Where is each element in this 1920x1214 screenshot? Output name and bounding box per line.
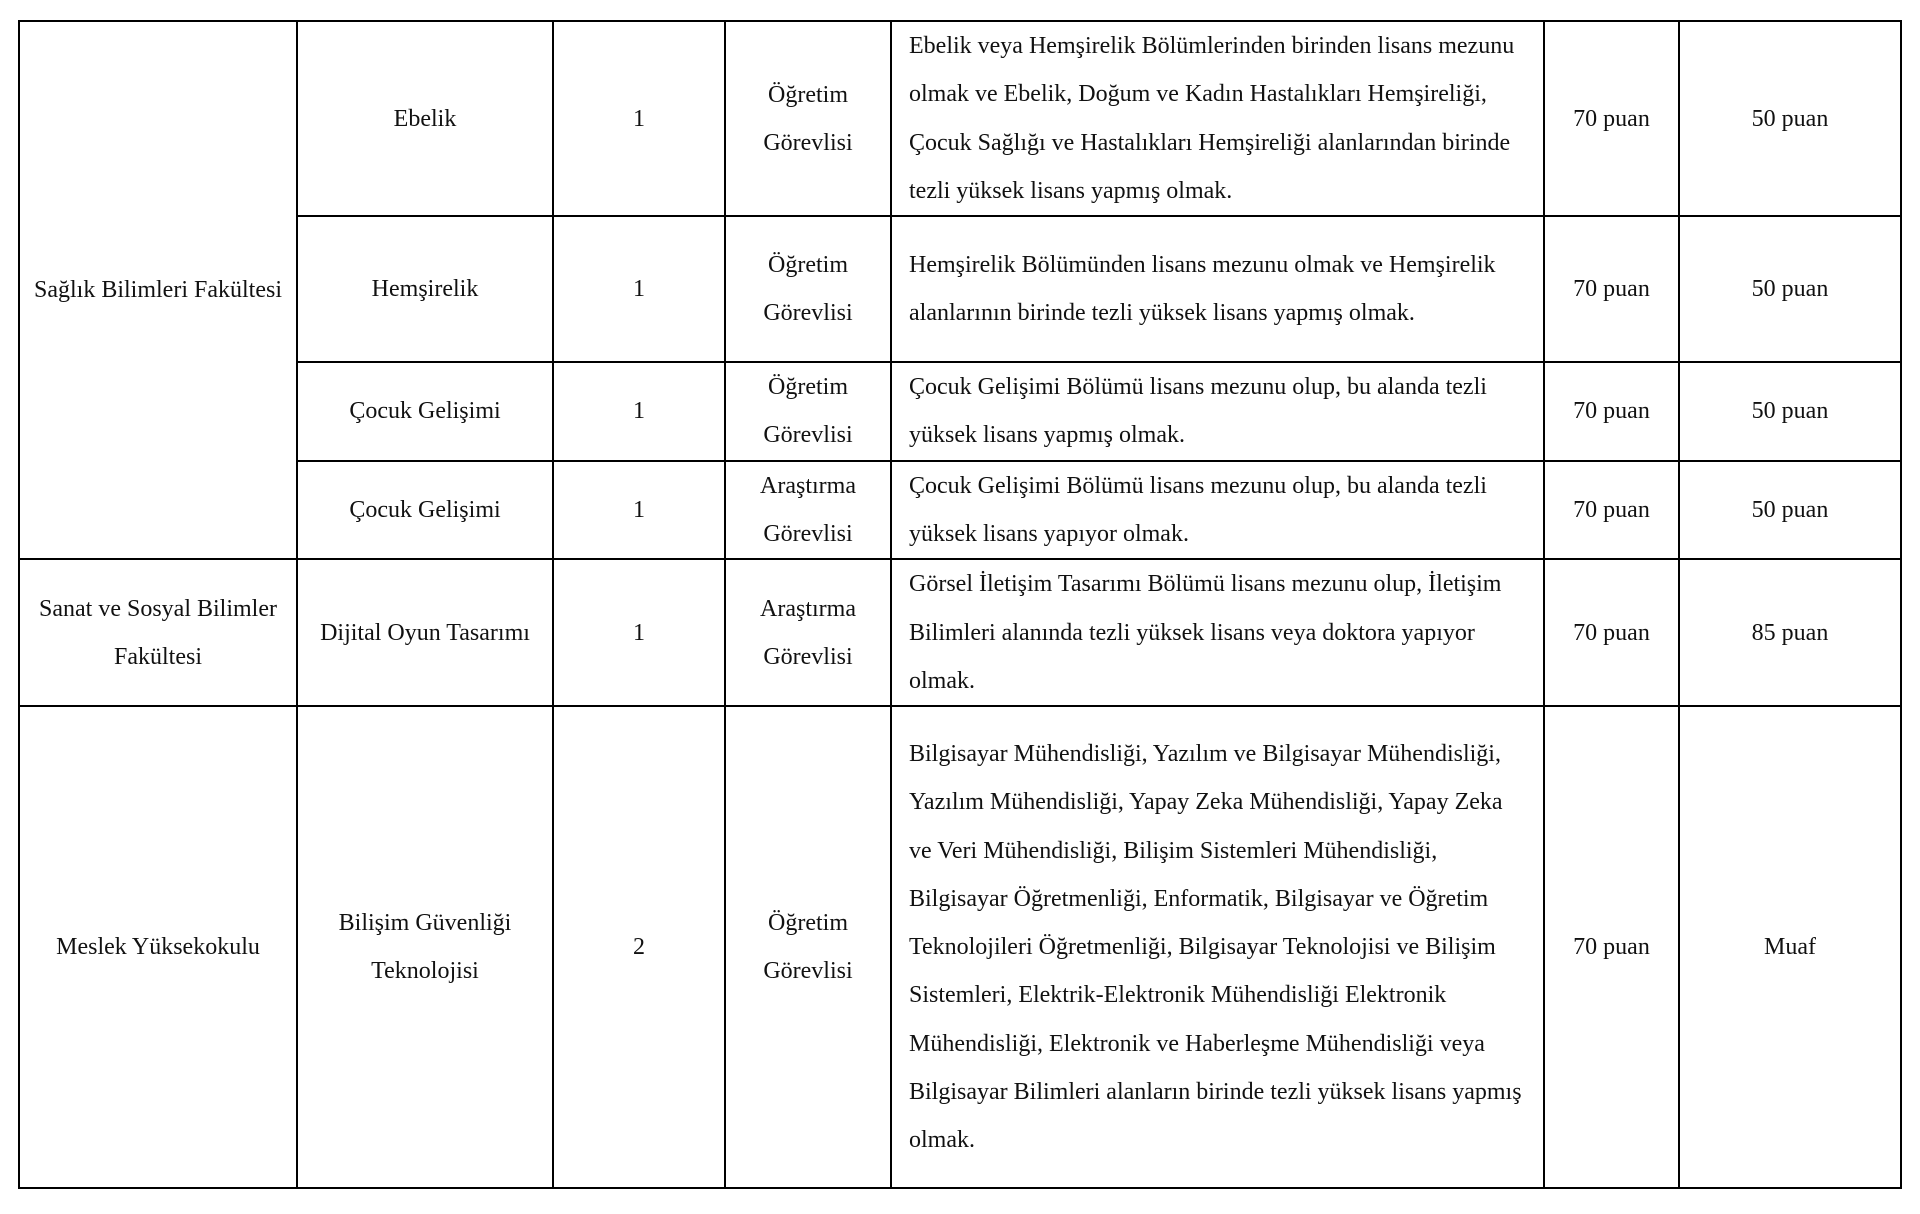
count-cell: 1 bbox=[553, 21, 725, 216]
count-cell: 1 bbox=[553, 559, 725, 706]
table-row bbox=[19, 21, 1901, 216]
faculty-cell: Meslek Yüksekokulu bbox=[19, 706, 297, 1188]
language-cell: Muaf bbox=[1679, 706, 1901, 1188]
ales-cell: 70 puan bbox=[1544, 706, 1679, 1188]
language-cell: 50 puan bbox=[1679, 362, 1901, 461]
ales-cell: 70 puan bbox=[1544, 559, 1679, 706]
program-cell: Çocuk Gelişimi bbox=[297, 362, 553, 461]
ales-cell: 70 puan bbox=[1544, 216, 1679, 362]
program-cell: Bilişim Güvenliği Teknolojisi bbox=[297, 706, 553, 1188]
title-cell: Öğretim Görevlisi bbox=[725, 216, 891, 362]
title-cell: Araştırma Görevlisi bbox=[725, 559, 891, 706]
language-cell: 50 puan bbox=[1679, 461, 1901, 560]
requirement-cell: Hemşirelik Bölümünden lisans mezunu olmak ve Hemşirelik alanlarının birinde tezli yüksek lisans yapmış olmak. bbox=[891, 216, 1544, 362]
count-cell: 1 bbox=[553, 216, 725, 362]
language-cell: 50 puan bbox=[1679, 216, 1901, 362]
positions-table bbox=[18, 20, 1902, 1189]
language-cell: 50 puan bbox=[1679, 21, 1901, 216]
count-cell: 1 bbox=[553, 362, 725, 461]
requirement-cell: Ebelik veya Hemşirelik Bölümlerinden birinden lisans mezunu olmak ve Ebelik, Doğum ve Kadın Hastalıkları Hemşireliği, Çocuk Sağlığı ve Hastalıkları Hemşireliği alanlarından birinde tezli yüksek lisans yapmış olmak. bbox=[891, 21, 1544, 216]
faculty-cell: Sağlık Bilimleri Fakültesi bbox=[19, 21, 297, 559]
language-cell: 85 puan bbox=[1679, 559, 1901, 706]
ales-cell: 70 puan bbox=[1544, 461, 1679, 560]
program-cell: Hemşirelik bbox=[297, 216, 553, 362]
ales-cell: 70 puan bbox=[1544, 362, 1679, 461]
table-row bbox=[19, 216, 1901, 362]
faculty-cell: Sanat ve Sosyal Bilimler Fakültesi bbox=[19, 559, 297, 706]
program-cell: Çocuk Gelişimi bbox=[297, 461, 553, 560]
title-cell: Araştırma Görevlisi bbox=[725, 461, 891, 560]
requirement-cell: Çocuk Gelişimi Bölümü lisans mezunu olup, bu alanda tezli yüksek lisans yapmış olmak. bbox=[891, 362, 1544, 461]
title-cell: Öğretim Görevlisi bbox=[725, 21, 891, 216]
count-cell: 2 bbox=[553, 706, 725, 1188]
program-cell: Dijital Oyun Tasarımı bbox=[297, 559, 553, 706]
table-row bbox=[19, 461, 1901, 560]
ales-cell: 70 puan bbox=[1544, 21, 1679, 216]
table-row bbox=[19, 362, 1901, 461]
table-row bbox=[19, 559, 1901, 706]
requirement-cell: Bilgisayar Mühendisliği, Yazılım ve Bilgisayar Mühendisliği, Yazılım Mühendisliği, Yapay Zeka Mühendisliği, Yapay Zeka ve Veri Mühendisliği, Bilişim Sistemleri Mühendisliği, Bilgisayar Öğretmenliği, Enformatik, Bilgisayar ve Öğretim Teknolojileri Öğretmenliği, Bilgisayar Teknolojisi ve Bilişim Sistemleri, Elektrik-Elektronik Mühendisliği Elektronik Mühendisliği, Elektronik ve Haberleşme Mühendisliği veya Bilgisayar Bilimleri alanların birinde tezli yüksek lisans yapmış olmak. bbox=[891, 706, 1544, 1188]
table-row bbox=[19, 706, 1901, 1188]
title-cell: Öğretim Görevlisi bbox=[725, 362, 891, 461]
requirement-cell: Çocuk Gelişimi Bölümü lisans mezunu olup, bu alanda tezli yüksek lisans yapıyor olmak. bbox=[891, 461, 1544, 560]
count-cell: 1 bbox=[553, 461, 725, 560]
program-cell: Ebelik bbox=[297, 21, 553, 216]
title-cell: Öğretim Görevlisi bbox=[725, 706, 891, 1188]
requirement-cell: Görsel İletişim Tasarımı Bölümü lisans mezunu olup, İletişim Bilimleri alanında tezli yüksek lisans veya doktora yapıyor olmak. bbox=[891, 559, 1544, 706]
